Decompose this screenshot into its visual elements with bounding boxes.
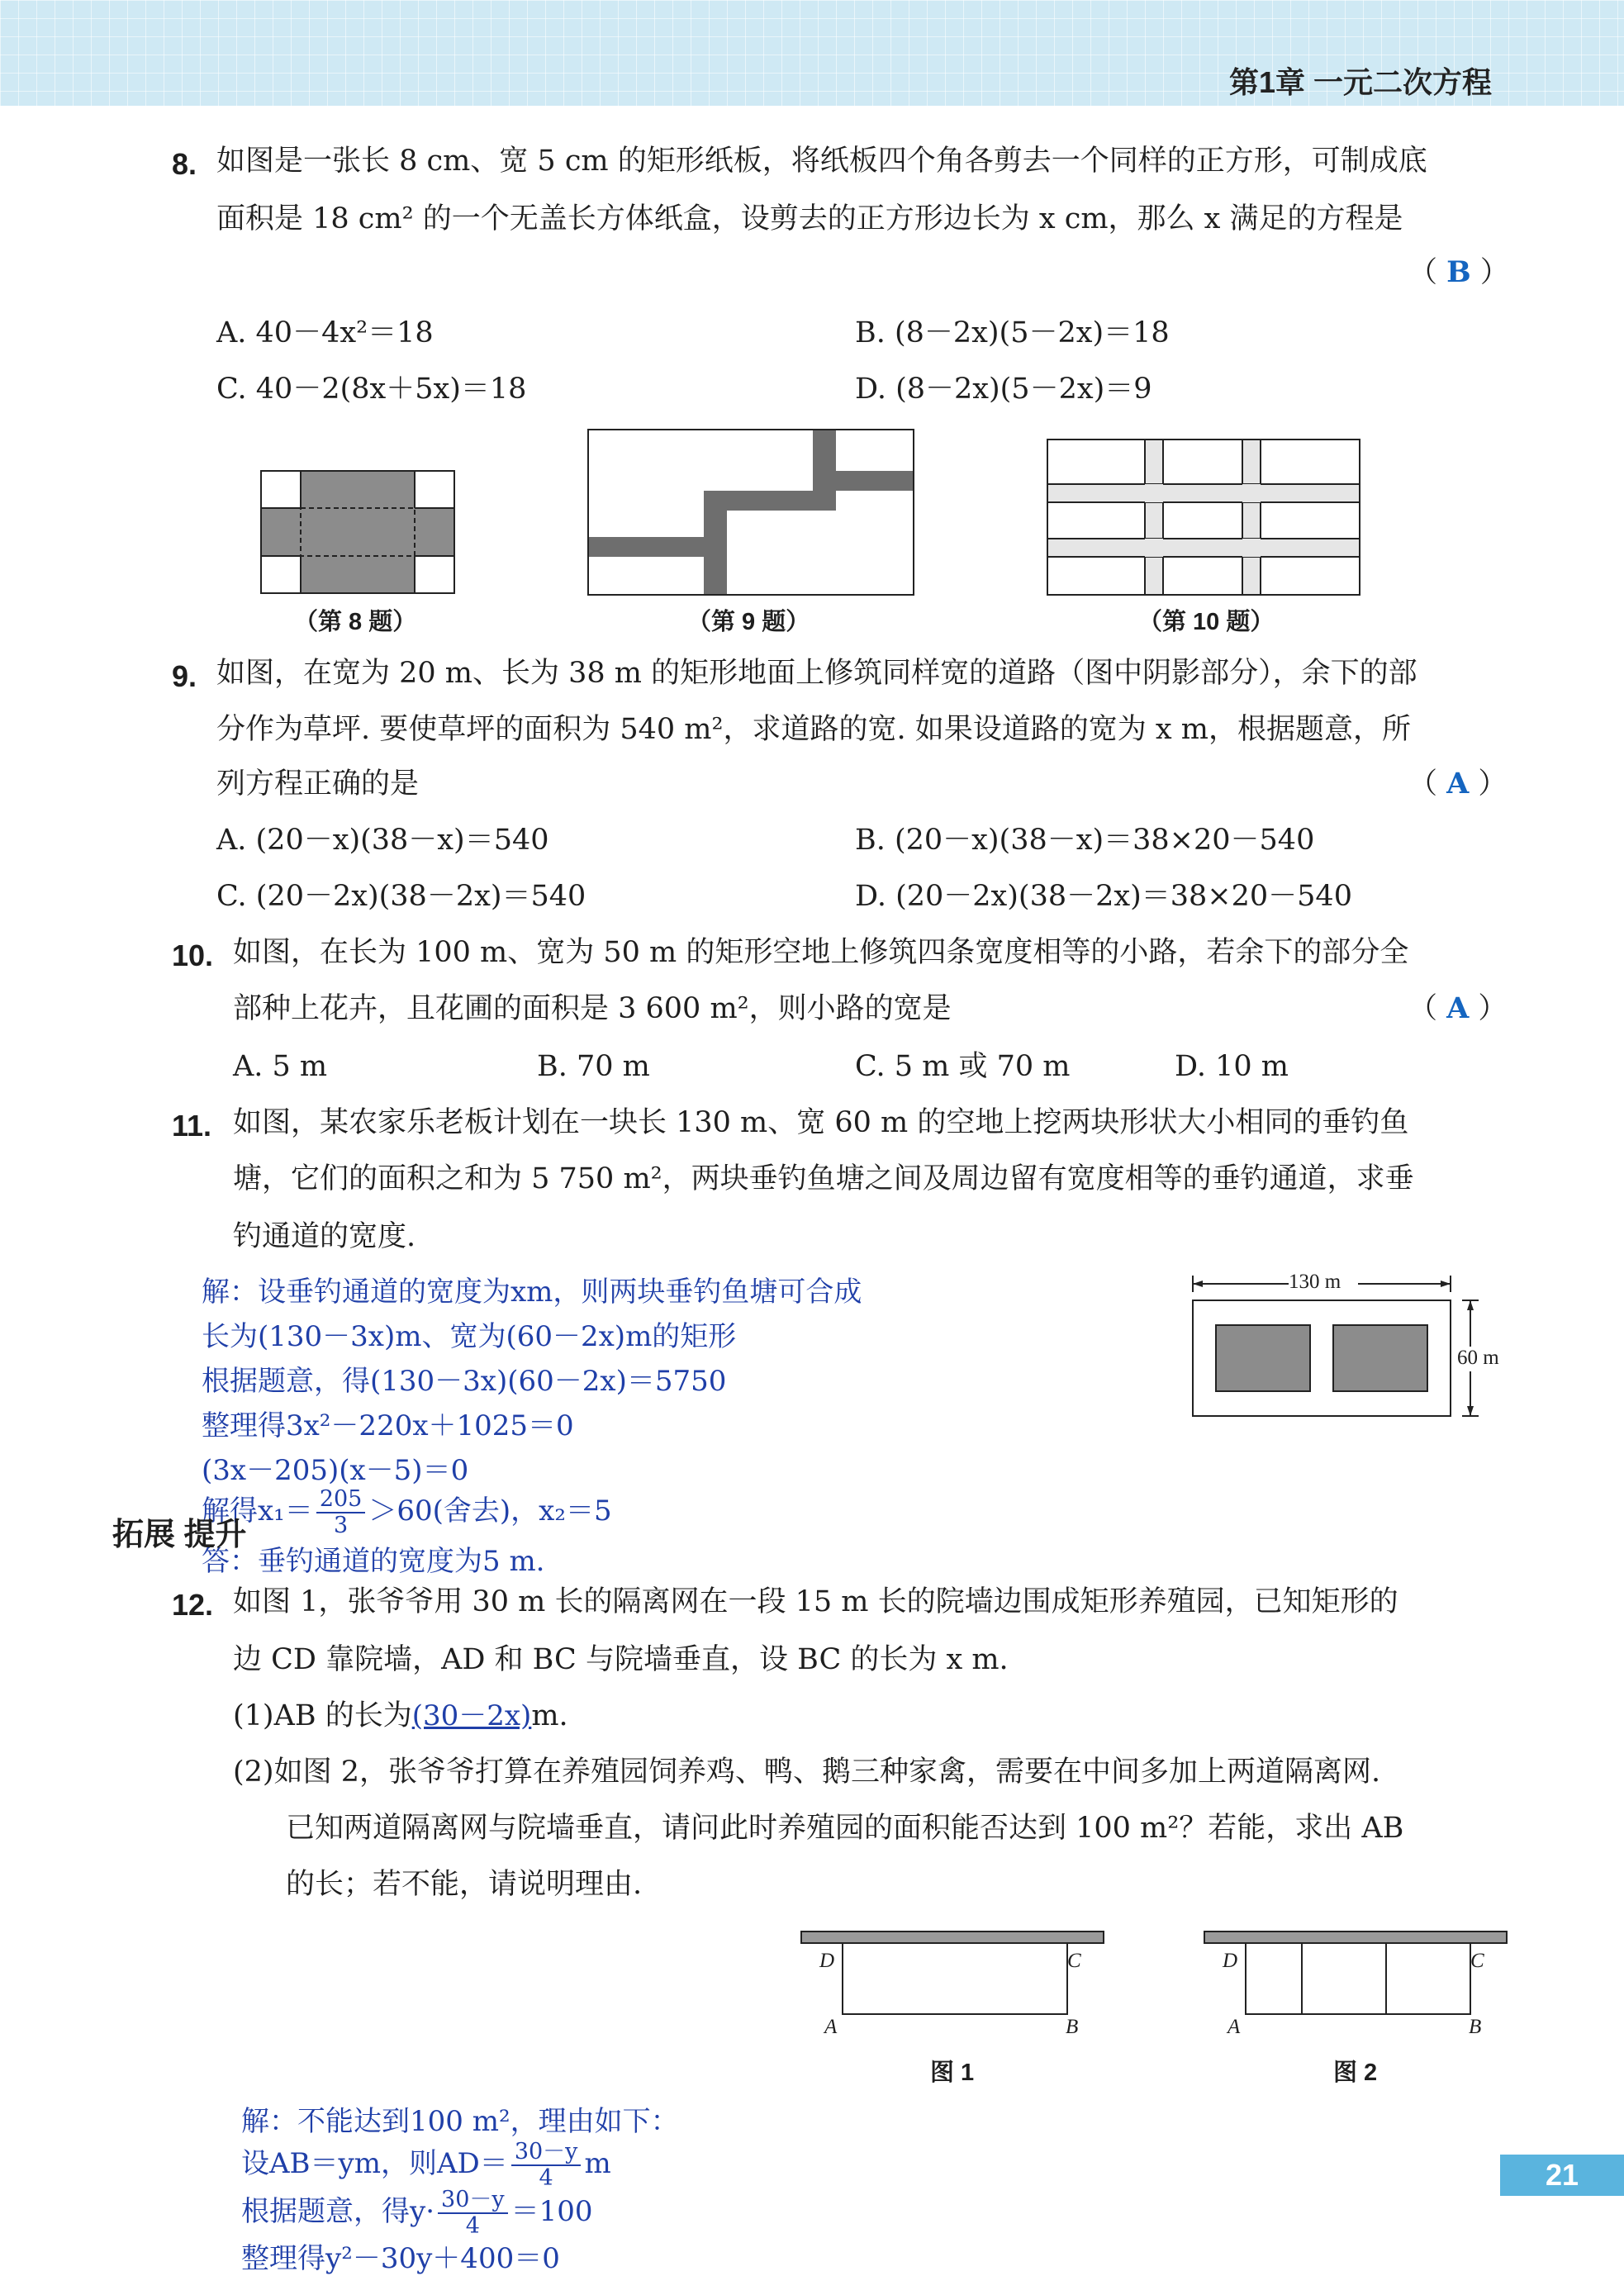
q8-option-c: C. 40－2(8x＋5x)＝18 (216, 373, 527, 406)
q9-option-d: D. (20－2x)(38－2x)＝38×20－540 (855, 880, 1352, 913)
q12-line2: 边 CD 靠院墙，AD 和 BC 与院墙垂直，设 BC 的长为 x m. (233, 1643, 1009, 1676)
q12-solution-line2-pre: 设AB＝ym，则AD＝ (241, 2147, 508, 2180)
q9-option-c: C. (20－2x)(38－2x)＝540 (216, 880, 586, 913)
q10-line1: 如图，在长为 100 m、宽为 50 m 的矩形空地上修筑四条宽度相等的小路，若余下的部分全 (233, 936, 1409, 969)
q12-fraction-ad-numerator: 30－y (511, 2140, 582, 2166)
chapter-title: 第1章 一元二次方程 (1228, 65, 1492, 99)
page-number: 21 (1500, 2155, 1624, 2196)
q11-line1: 如图，某农家乐老板计划在一块长 130 m、宽 60 m 的空地上挖两块形状大小相同的垂钓鱼 (233, 1106, 1409, 1139)
q12-solution-line3-pre: 根据题意，得y· (241, 2195, 435, 2228)
q12-fraction-eq-denominator: 4 (465, 2213, 480, 2239)
q9-answer-bracket: （ A ） (1408, 767, 1508, 801)
q12-fraction-eq-numerator: 30－y (438, 2188, 508, 2214)
q10-answer-bracket: （ A ） (1408, 991, 1508, 1025)
fig1-label-c: C (1067, 1950, 1081, 1972)
q11-solution-line5: (3x－205)(x－5)＝0 (202, 1454, 469, 1487)
q12-solution-line2 (241, 2140, 611, 2191)
q12-part1-prefix: (1)AB 的长为 (233, 1699, 412, 1732)
q8-option-a: A. 40－4x²＝18 (216, 316, 434, 349)
figure-12-1-caption: 图 1 (930, 2060, 975, 2086)
q11-line3: 钓通道的宽度. (233, 1220, 416, 1253)
q11-solution-line2: 长为(130－3x)m、宽为(60－2x)m的矩形 (202, 1320, 737, 1353)
q11-solution-line6-pre: 解得x₁＝ (202, 1494, 313, 1528)
q12-solution-line1: 解：不能达到100 m²，理由如下： (241, 2105, 679, 2138)
figure-9 (588, 430, 914, 595)
q12-part1-answer: (30－2x) (411, 1699, 532, 1732)
q9-line1: 如图，在宽为 20 m、长为 38 m 的矩形地面上修筑同样宽的道路（图中阴影部分），余下的部 (216, 657, 1417, 690)
q10-option-b: B. 70 m (537, 1050, 650, 1083)
q12-number: 12. (172, 1588, 214, 1622)
q12-line1: 如图 1，张爷爷用 30 m 长的隔离网在一段 15 m 长的院墙边围成矩形养殖园，已知矩形的 (233, 1585, 1398, 1618)
q12-solution-line3-post: ＝100 (510, 2195, 593, 2228)
q10-answer: A (1446, 991, 1470, 1025)
q12-solution-line3 (241, 2188, 593, 2239)
q11-solution-line1: 解：设垂钓通道的宽度为xm，则两块垂钓鱼塘可合成 (202, 1276, 862, 1309)
q11-fraction-denominator: 3 (333, 1513, 349, 1538)
q11-number: 11. (172, 1109, 212, 1143)
q12-part2-line1: (2)如图 2，张爷爷打算在养殖园饲养鸡、鸭、鹅三种家禽，需要在中间多加上两道隔离网. (233, 1756, 1381, 1789)
fig1-label-a: A (824, 2016, 838, 2038)
fig2-label-b: B (1469, 2016, 1482, 2038)
q8-option-d: D. (8－2x)(5－2x)＝9 (855, 373, 1152, 406)
q9-line3: 列方程正确的是 (216, 767, 420, 801)
figure-9-caption: （第 9 题） (687, 609, 810, 635)
figure-11 (1190, 1272, 1503, 1421)
fig2-label-a: A (1227, 2016, 1241, 2038)
q8-option-b: B. (8－2x)(5－2x)＝18 (855, 316, 1170, 349)
figure-8-caption: （第 8 题） (294, 609, 417, 635)
figure-8 (261, 471, 454, 593)
q8-answer: B (1446, 255, 1471, 289)
q11-solution-line4: 整理得3x²－220x＋1025＝0 (202, 1409, 574, 1442)
q12-fraction-ad-denominator: 4 (539, 2165, 553, 2191)
figure-12-2-caption: 图 2 (1333, 2060, 1378, 2086)
figure-10 (1047, 440, 1360, 595)
figure-12-2 (1204, 1932, 1508, 2014)
q12-fraction-ad (511, 2140, 582, 2191)
figure-12-1 (801, 1932, 1105, 2014)
q10-option-d: D. 10 m (1175, 1050, 1289, 1083)
q8-line2: 面积是 18 cm² 的一个无盖长方体纸盒，设剪去的正方形边长为 x cm，那么 x 满足的方程是 (216, 202, 1403, 235)
q11-solution-line6 (202, 1487, 612, 1538)
q11-fraction-numerator: 205 (316, 1487, 366, 1513)
q11-solution-line3: 根据题意，得(130－3x)(60－2x)＝5750 (202, 1365, 727, 1398)
q10-option-c: C. 5 m 或 70 m (855, 1050, 1071, 1083)
q8-answer-bracket: （ B ） (1408, 255, 1509, 289)
q9-option-a: A. (20－x)(38－x)＝540 (216, 824, 549, 857)
fig11-height-label: 60 m (1457, 1347, 1499, 1369)
q10-option-a: A. 5 m (233, 1050, 328, 1083)
fig2-label-c: C (1470, 1950, 1484, 1972)
q8-number: 8. (172, 147, 197, 181)
q12-solution-line2-post: m (584, 2147, 611, 2180)
fig1-label-d: D (819, 1950, 835, 1972)
q12-part1 (233, 1687, 568, 1745)
fig1-label-b: B (1066, 2016, 1079, 2038)
fig11-width-label: 130 m (1289, 1271, 1341, 1293)
q11-solution-line7: 答：垂钓通道的宽度为5 m. (202, 1545, 545, 1578)
q11-solution-line6-post: ＞60(舍去)，x₂＝5 (368, 1494, 612, 1528)
figure-10-caption: （第 10 题） (1138, 609, 1275, 635)
q12-solution-line4: 整理得y²－30y＋400＝0 (241, 2242, 560, 2275)
section-heading: 拓展 提升 (112, 1518, 247, 1552)
q9-number: 9. (172, 659, 197, 693)
fig2-label-d: D (1223, 1950, 1238, 1972)
q12-part1-suffix: m. (531, 1699, 568, 1732)
q12-part2-line3: 的长；若不能，请说明理由. (286, 1868, 643, 1901)
q9-option-b: B. (20－x)(38－x)＝38×20－540 (855, 824, 1315, 857)
q12-fraction-eq (438, 2188, 508, 2239)
q10-line2: 部种上花卉，且花圃的面积是 3 600 m²，则小路的宽是 (233, 992, 952, 1025)
q9-answer: A (1446, 767, 1470, 801)
q12-part2-line2: 已知两道隔离网与院墙垂直，请问此时养殖园的面积能否达到 100 m²？若能，求出 AB (286, 1812, 1404, 1845)
q10-number: 10. (172, 938, 214, 972)
q11-fraction (316, 1487, 366, 1538)
q8-line1: 如图是一张长 8 cm、宽 5 cm 的矩形纸板，将纸板四个角各剪去一个同样的正方形，可制成底 (216, 145, 1427, 178)
q9-line2: 分作为草坪. 要使草坪的面积为 540 m²，求道路的宽. 如果设道路的宽为 x m，根据题意，所 (216, 713, 1411, 746)
q11-line2: 塘，它们的面积之和为 5 750 m²，两块垂钓鱼塘之间及周边留有宽度相等的垂钓通道，求垂 (233, 1162, 1414, 1195)
